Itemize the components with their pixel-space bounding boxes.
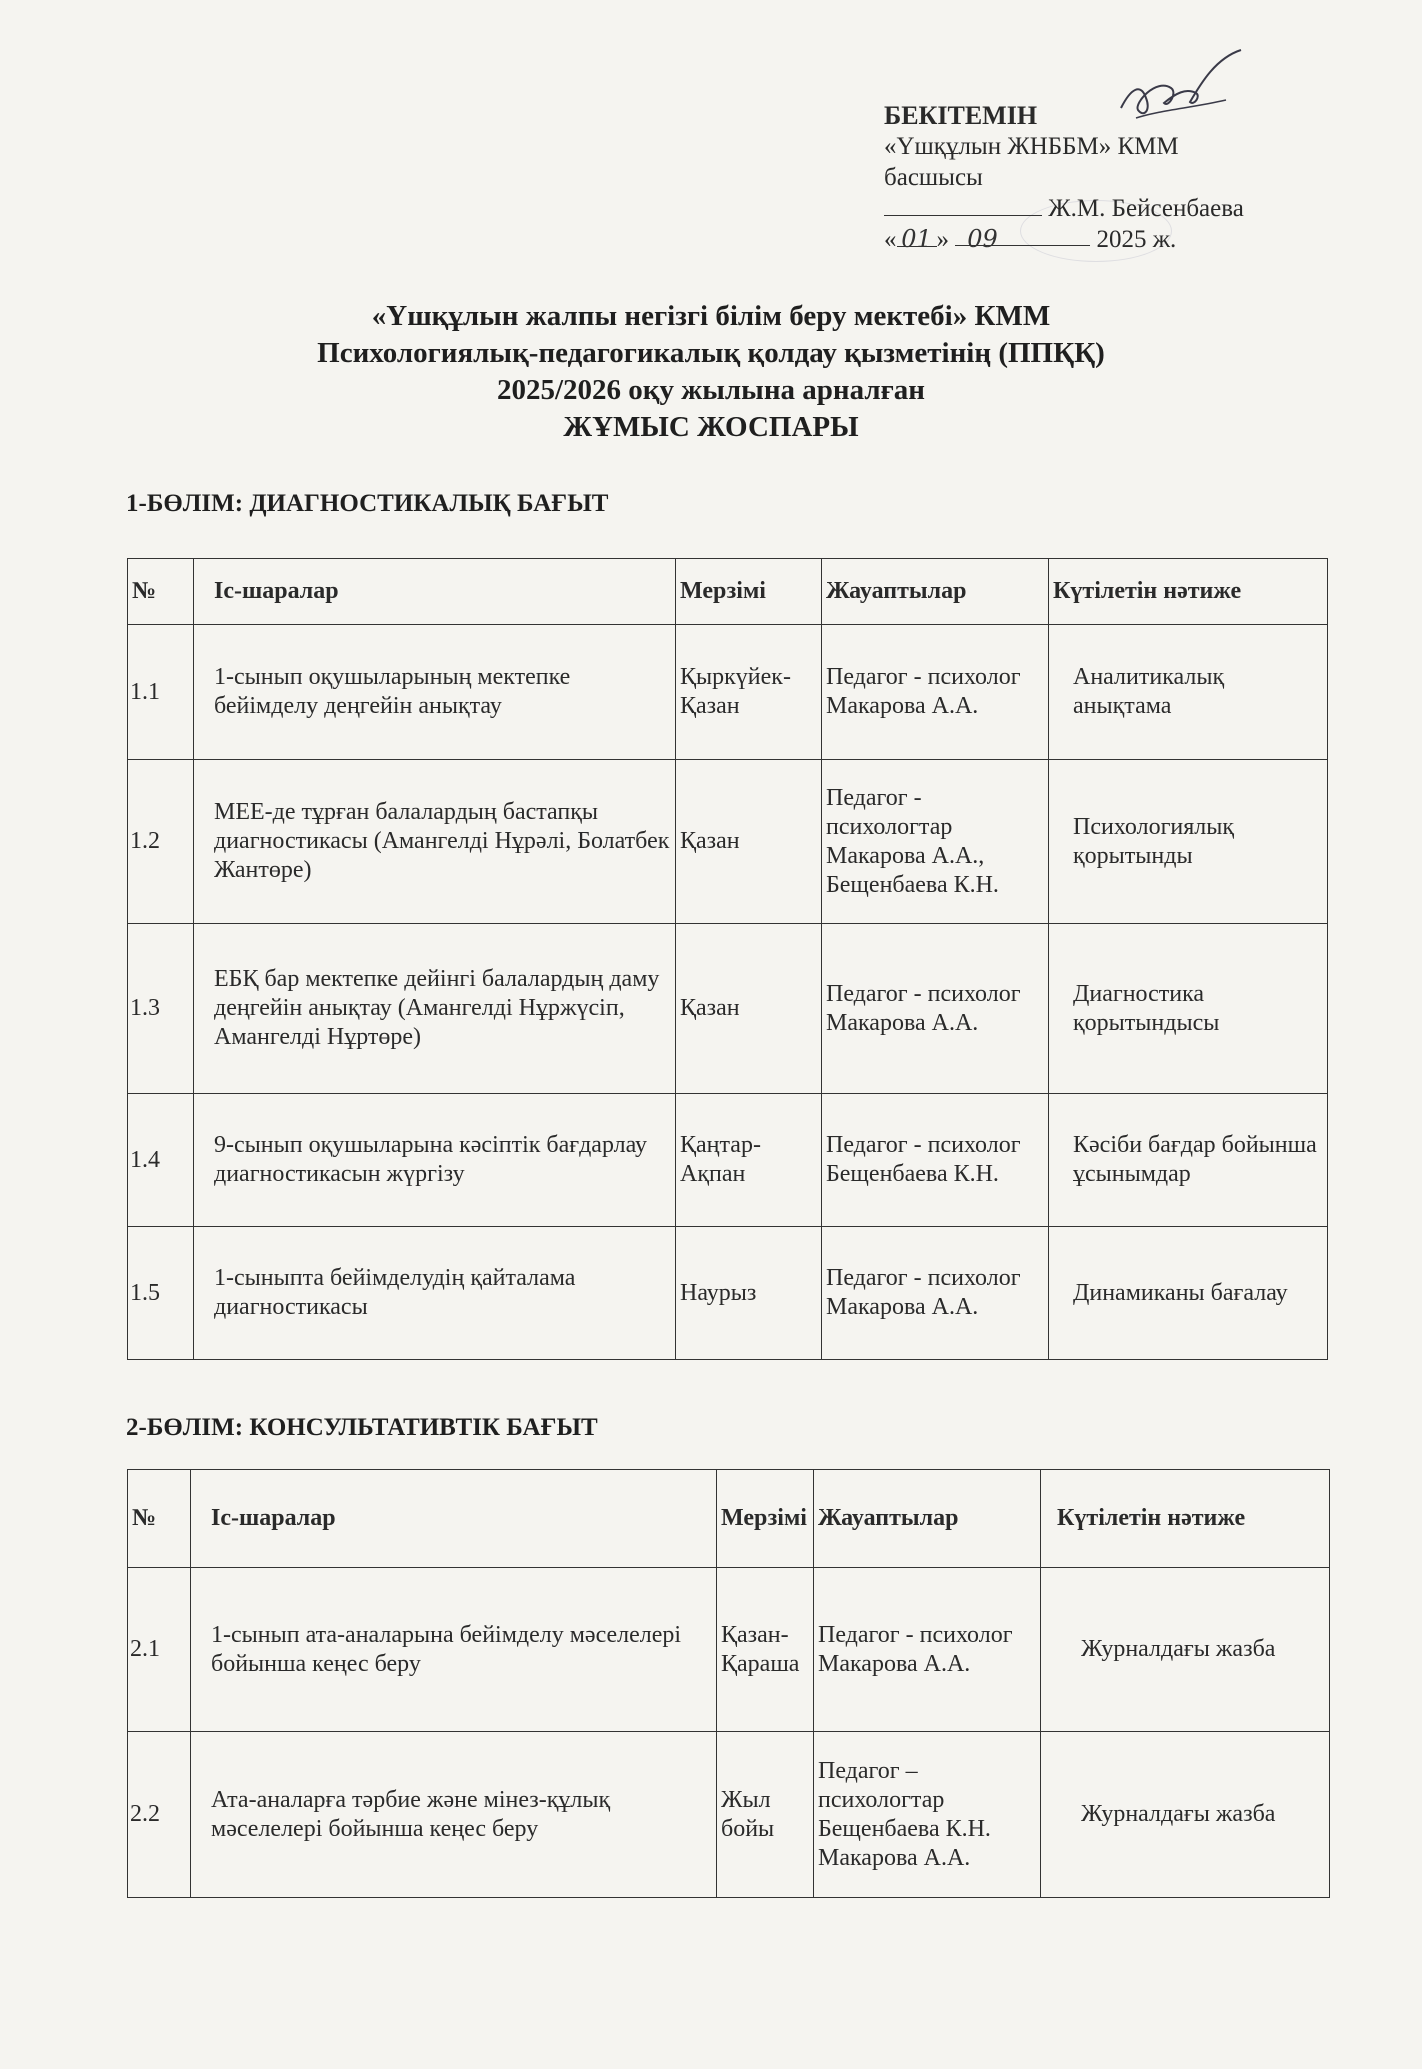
date-month-blank <box>955 224 1090 253</box>
row-activity: 1-сынып ата-аналарына бейімделу мәселелері бойынша кеңес беру <box>191 1568 717 1732</box>
table-row <box>128 1568 1330 1732</box>
row-term: Қыркүйек-Қазан <box>676 625 822 760</box>
row-result: Кәсіби бағдар бойынша ұсынымдар <box>1049 1094 1328 1227</box>
approval-block <box>884 100 1324 255</box>
signature-blank <box>884 193 1042 216</box>
approval-director: Ж.М. Бейсенбаева <box>1048 195 1244 222</box>
row-num: 1.5 <box>128 1227 194 1360</box>
row-responsible: Педагог – психологтар Бещенбаева К.Н. Макарова А.А. <box>814 1732 1041 1898</box>
row-term: Жыл бойы <box>717 1732 814 1898</box>
date-close-quote: » <box>936 226 949 253</box>
date-day-blank <box>897 224 937 253</box>
row-result: Аналитикалық анықтама <box>1049 625 1328 760</box>
table-header-row <box>128 559 1328 625</box>
section2-title: 2-БӨЛІМ: КОНСУЛЬТАТИВТІК БАҒЫТ <box>126 1414 598 1441</box>
header-responsible: Жауаптылар <box>814 1470 1041 1568</box>
header-result: Күтілетін нәтиже <box>1041 1470 1330 1568</box>
row-num: 1.3 <box>128 924 194 1094</box>
date-day: 01 <box>901 225 932 253</box>
approval-position: басшысы <box>884 164 983 191</box>
table-header-row <box>128 1470 1330 1568</box>
table-row <box>128 924 1328 1094</box>
row-term: Қаңтар-Ақпан <box>676 1094 822 1227</box>
table-row <box>128 1227 1328 1360</box>
row-result: Диагностика қорытындысы <box>1049 924 1328 1094</box>
row-activity: 1-сынып оқушыларының мектепке бейімделу деңгейін анықтау <box>194 625 676 760</box>
header-term: Мерзімі <box>717 1470 814 1568</box>
title-line-1: «Үшқұлын жалпы негізгі білім беру мектебі» КММ <box>371 300 1051 332</box>
row-activity: 9-сынып оқушыларына кәсіптік бағдарлау диагностикасын жүргізу <box>194 1094 676 1227</box>
row-responsible: Педагог - психолог Макарова А.А. <box>822 625 1049 760</box>
approval-date-line <box>884 224 1324 255</box>
row-result: Журналдағы жазба <box>1041 1568 1330 1732</box>
document-title <box>0 298 1422 446</box>
row-result: Журналдағы жазба <box>1041 1732 1330 1898</box>
approval-org: «Үшқұлын ЖНББМ» КММ <box>884 133 1179 160</box>
section1-title: 1-БӨЛІМ: ДИАГНОСТИКАЛЫҚ БАҒЫТ <box>126 490 609 517</box>
row-num: 2.1 <box>128 1568 191 1732</box>
row-result: Психологиялық қорытынды <box>1049 760 1328 924</box>
row-term: Қазан <box>676 760 822 924</box>
row-responsible: Педагог - психолог Макарова А.А. <box>822 1227 1049 1360</box>
row-activity: 1-сыныпта бейімделудің қайталама диагностикасы <box>194 1227 676 1360</box>
header-result: Күтілетін нәтиже <box>1049 559 1328 625</box>
row-result: Динамиканы бағалау <box>1049 1227 1328 1360</box>
table-row <box>128 760 1328 924</box>
section2-table <box>127 1469 1330 1898</box>
row-activity: МЕЕ-де тұрған балалардың бастапқы диагностикасы (Амангелді Нұрәлі, Болатбек Жантөре) <box>194 760 676 924</box>
title-line-2: Психологиялық-педагогикалық қолдау қызметінің (ППҚҚ) <box>317 337 1105 369</box>
row-responsible: Педагог - психолог Бещенбаева К.Н. <box>822 1094 1049 1227</box>
header-activity: Іс-шаралар <box>191 1470 717 1568</box>
title-line-4: ЖҰМЫС ЖОСПАРЫ <box>563 411 859 443</box>
header-activity: Іс-шаралар <box>194 559 676 625</box>
date-open-quote: « <box>884 226 897 253</box>
row-responsible: Педагог - психологтар Макарова А.А., Бещенбаева К.Н. <box>822 760 1049 924</box>
row-responsible: Педагог - психолог Макарова А.А. <box>814 1568 1041 1732</box>
header-num: № <box>128 559 194 625</box>
header-term: Мерзімі <box>676 559 822 625</box>
row-activity: Ата-аналарға тәрбие және мінез-құлық мәселелері бойынша кеңес беру <box>191 1732 717 1898</box>
header-responsible: Жауаптылар <box>822 559 1049 625</box>
row-activity: ЕБҚ бар мектепке дейінгі балалардың даму деңгейін анықтау (Амангелді Нұржүсіп, Амангелді Нұртөре) <box>194 924 676 1094</box>
header-num: № <box>128 1470 191 1568</box>
approval-director-line <box>884 193 1324 224</box>
row-num: 2.2 <box>128 1732 191 1898</box>
date-month: 09 <box>967 225 998 253</box>
row-num: 1.4 <box>128 1094 194 1227</box>
row-num: 1.1 <box>128 625 194 760</box>
table-row <box>128 1732 1330 1898</box>
row-term: Наурыз <box>676 1227 822 1360</box>
approval-heading: БЕКІТЕМІН <box>884 101 1038 130</box>
row-num: 1.2 <box>128 760 194 924</box>
row-responsible: Педагог - психолог Макарова А.А. <box>822 924 1049 1094</box>
section1-table <box>127 558 1328 1360</box>
table-row <box>128 1094 1328 1227</box>
row-term: Қазан <box>676 924 822 1094</box>
date-year: 2025 ж. <box>1096 226 1177 253</box>
table-row <box>128 625 1328 760</box>
title-line-3: 2025/2026 оқу жылына арналған <box>496 374 926 406</box>
row-term: Қазан-Қараша <box>717 1568 814 1732</box>
